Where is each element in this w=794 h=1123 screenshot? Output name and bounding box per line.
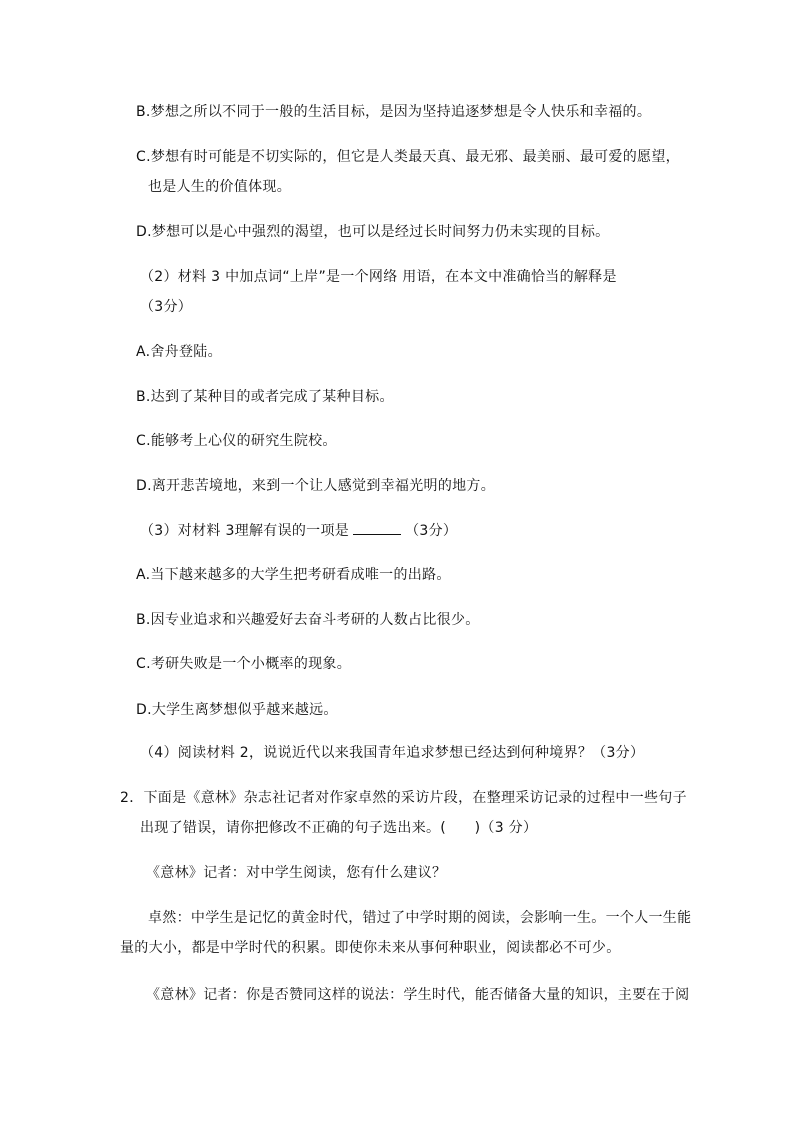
option-1-3-d: D.大学生离梦想似乎越来越远。: [136, 702, 338, 718]
option-1-1-b: B.梦想之所以不同于一般的生活目标，是因为坚持追逐梦想是令人快乐和幸福的。: [136, 104, 652, 120]
option-1-3-a: A.当下越来越多的大学生把考研看成唯一的出路。: [136, 567, 451, 583]
answer-blank: [353, 520, 401, 535]
interview-answer-1-line1: 卓然：中学生是记忆的黄金时代，错过了中学时期的阅读，会影响一生。一个人一生能: [148, 910, 692, 926]
question-2-stem-line1: 2．下面是《意林》杂志社记者对作家卓然的采访片段，在整理采访记录的过程中一些句子: [120, 790, 687, 806]
option-1-1-d: D.梦想可以是心中强烈的渴望，也可以是经过长时间努力仍未实现的目标。: [136, 224, 610, 240]
option-1-1-c-line1: C.梦想有时可能是不切实际的，但它是人类最天真、最无邪、最美丽、最可爱的愿望，: [136, 149, 680, 165]
option-1-2-b: B.达到了某种目的或者完成了某种目标。: [136, 389, 394, 405]
question-1-4-stem: （4）阅读材料 2，说说近代以来我国青年追求梦想已经达到何种境界？（3分）: [140, 745, 645, 761]
question-1-3-stem: [140, 520, 457, 541]
interview-question-1: 《意林》记者：对中学生阅读，您有什么建议？: [146, 865, 447, 881]
question-1-3-stem-text: （3）对材料 3理解有误的一项是: [140, 523, 350, 539]
option-1-2-d: D.离开悲苦境地，来到一个让人感觉到幸福光明的地方。: [136, 478, 496, 494]
option-1-2-c: C.能够考上心仪的研究生院校。: [136, 433, 337, 449]
interview-question-2: 《意林》记者：你是否赞同这样的说法：学生时代，能否储备大量的知识，主要在于阅: [146, 987, 690, 1003]
question-1-2-stem-line1: （2）材料 3 中加点词“上岸”是一个网络 用语，在本文中准确恰当的解释是: [140, 269, 617, 285]
question-1-3-score: （3分）: [405, 523, 458, 539]
option-1-3-c: C.考研失败是一个小概率的现象。: [136, 656, 352, 672]
option-1-1-c-line2: 也是人生的价值体现。: [148, 179, 291, 195]
option-1-2-a: A.舍舟登陆。: [136, 344, 222, 360]
option-1-3-b: B.因专业追求和兴趣爱好去奋斗考研的人数占比很少。: [136, 612, 480, 628]
interview-answer-1-line2: 量的大小，都是中学时代的积累。即使你未来从事何种职业，阅读都必不可少。: [120, 940, 621, 956]
question-1-2-stem-line2: （3分）: [140, 299, 193, 315]
question-2-stem-line2: 出现了错误，请你把修改不正确的句子选出来。( )（3 分）: [140, 820, 538, 836]
